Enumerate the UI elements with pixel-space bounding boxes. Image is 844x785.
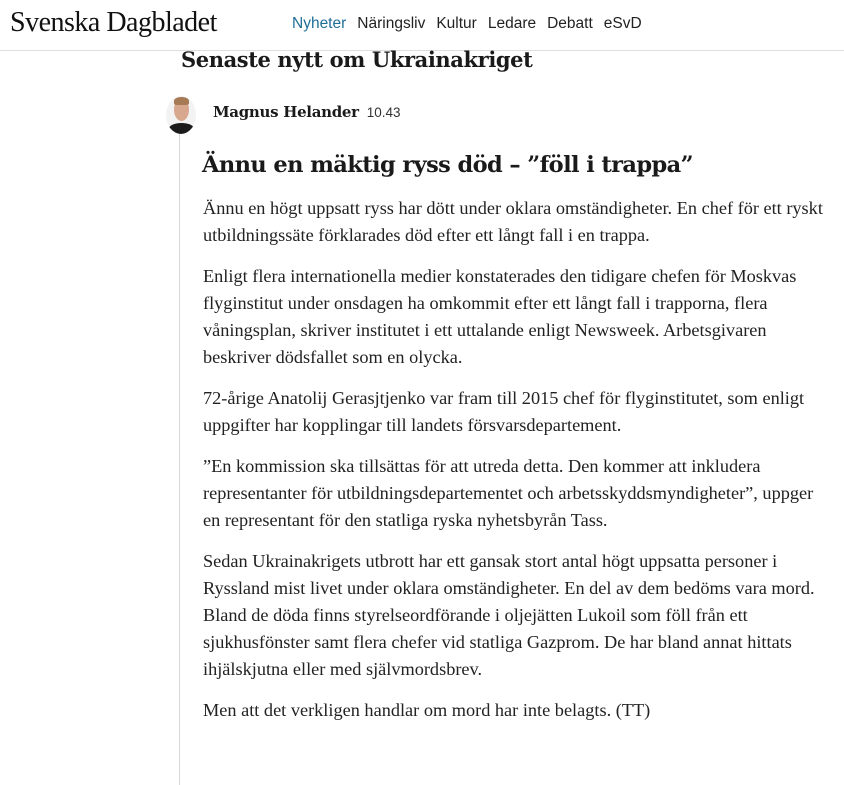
post-paragraph: Enligt flera internationella medier konstaterades den tidigare chefen för Moskvas flyginstitut under onsdagen ha omkommit efter ett långt fall i trapporna, flera våningsplan, skriver institutet i ett uttalande enligt Newsweek. Arbetsgivaren beskriver dödsfallet som en olycka. (203, 266, 797, 367)
nav-item-nyheter[interactable]: Nyheter (292, 15, 347, 32)
section-title[interactable]: Senaste nytt om Ukrainakriget (181, 47, 533, 72)
nav-item-ledare[interactable]: Ledare (487, 15, 537, 32)
post-title: Ännu en mäktig ryss död – ”föll i trappa” (202, 152, 693, 178)
timeline-line (179, 132, 180, 785)
main-nav (292, 14, 653, 34)
nav-item-debatt[interactable]: Debatt (547, 15, 593, 32)
post-body (203, 195, 833, 738)
author-avatar-icon (166, 96, 196, 134)
nav-item-kultur[interactable]: Kultur (436, 15, 477, 32)
nav-item-esvd[interactable]: eSvD (603, 15, 642, 32)
post-paragraph: Ännu en högt uppsatt ryss har dött under oklara omständigheter. En chef för ett ryskt utbildningssäte förklarades död efter ett långt fall i en trappa. (203, 198, 823, 245)
site-logo[interactable]: Svenska Dagbladet (10, 7, 217, 38)
post-paragraph: Sedan Ukrainakrigets utbrott har ett gansak stort antal högt uppsatta personer i Ryssland mist livet under oklara omständigheter. En del av dem bedöms vara mord. Bland de döda finns styrelseordförande i oljejätten Lukoil som föll från ett sjukhusfönster samt flera chefer vid statliga Gazprom. De har bland annat hittats ihjälskjutna eller med självmordsbrev. (203, 551, 815, 679)
post-paragraph: 72-årige Anatolij Gerasjtjenko var fram till 2015 chef för flyginstitutet, som enligt uppgifter har kopplingar till landets försvarsdepartement. (203, 388, 805, 435)
post-byline (213, 101, 401, 124)
post-time: 10.43 (366, 105, 401, 120)
post-paragraph: Men att det verkligen handlar om mord har inte belagts. (TT) (203, 700, 651, 720)
nav-item-naringsliv[interactable]: Näringsliv (357, 15, 426, 32)
author-name: Magnus Helander (213, 103, 359, 121)
post-paragraph: ”En kommission ska tillsättas för att utreda detta. Den kommer att inkludera representanter för utbildningsdepartementet och arbetsskyddsmyndigheter”, uppger en representant för den statliga ryska nyhetsbyrån Tass. (203, 456, 814, 530)
